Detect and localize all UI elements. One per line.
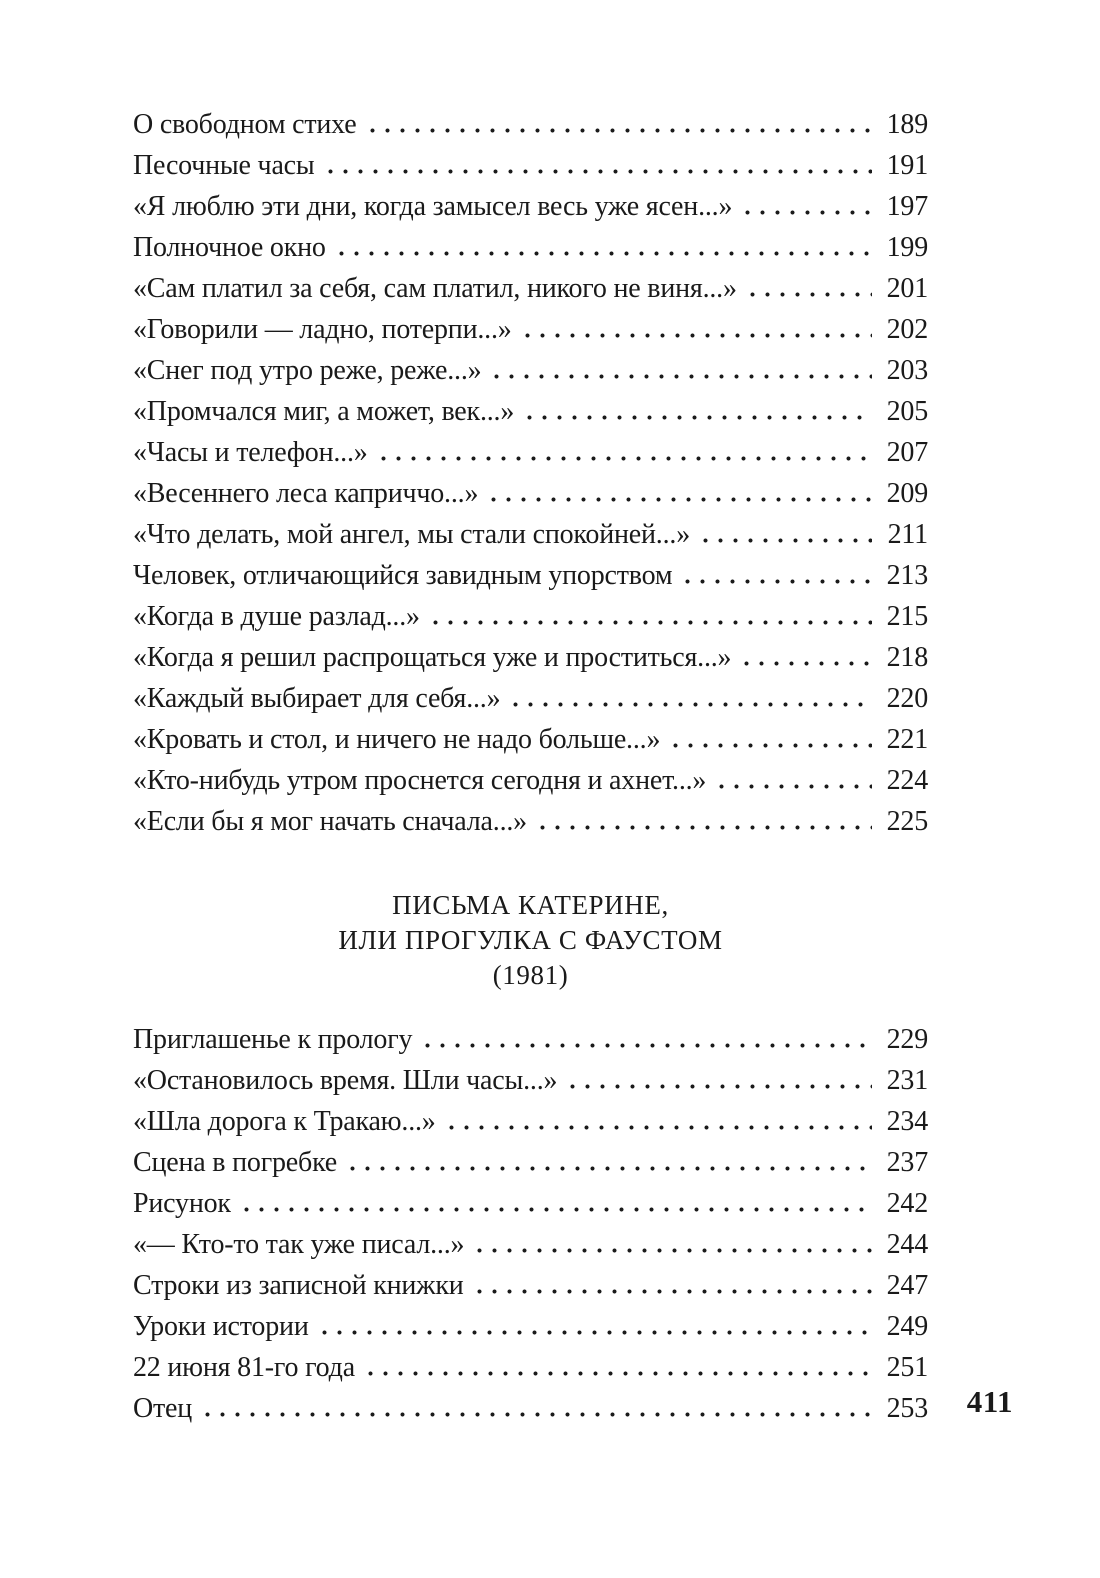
toc-entry-title: «Весеннего леса каприччо...» <box>133 478 479 509</box>
toc-entry-page: 209 <box>886 478 928 509</box>
toc-entry-page: 201 <box>886 273 928 304</box>
toc-entry-page: 249 <box>886 1311 928 1342</box>
dot-leader <box>428 620 872 625</box>
toc-row <box>133 1347 928 1388</box>
toc-row <box>133 596 928 637</box>
toc-row <box>133 145 928 186</box>
toc-row <box>133 1060 928 1101</box>
toc-entry-title: Строки из записной книжки <box>133 1270 464 1301</box>
dot-leader <box>334 251 872 256</box>
toc-entry-page: 220 <box>886 683 928 714</box>
section-heading <box>133 888 928 993</box>
toc-row <box>133 186 928 227</box>
toc-entry-page: 253 <box>886 1393 928 1424</box>
toc-row <box>133 637 928 678</box>
section-heading-line1: ПИСЬМА КАТЕРИНЕ, <box>392 890 669 920</box>
toc-entry-title: Песочные часы <box>133 150 315 181</box>
toc-row <box>133 1142 928 1183</box>
toc-row <box>133 1265 928 1306</box>
toc-entry-title: Отец <box>133 1393 193 1424</box>
toc-row <box>133 514 928 555</box>
toc-entry-title: «Когда я решил распрощаться уже и проститься...» <box>133 642 732 673</box>
toc-entry-title: Полночное окно <box>133 232 326 263</box>
toc-entry-page: 199 <box>886 232 928 263</box>
toc-list-before-heading <box>133 104 928 842</box>
toc-entry-page: 247 <box>886 1270 928 1301</box>
toc-row <box>133 473 928 514</box>
toc-row <box>133 104 928 145</box>
toc-entry-page: 237 <box>886 1147 928 1178</box>
dot-leader <box>489 374 872 379</box>
toc-entry-page: 234 <box>886 1106 928 1137</box>
toc-entry-page: 207 <box>886 437 928 468</box>
dot-leader <box>565 1084 872 1089</box>
dot-leader <box>472 1248 872 1253</box>
toc-row <box>133 1224 928 1265</box>
dot-leader <box>365 128 872 133</box>
toc-entry-title: Приглашенье к прологу <box>133 1024 413 1055</box>
dot-leader <box>323 169 872 174</box>
toc-entry-title: 22 июня 81-го года <box>133 1352 355 1383</box>
toc-entry-title: «Остановилось время. Шли часы...» <box>133 1065 558 1096</box>
toc-row <box>133 350 928 391</box>
toc-row <box>133 432 928 473</box>
toc-entry-page: 221 <box>886 724 928 755</box>
toc-row <box>133 555 928 596</box>
toc-entry-page: 251 <box>886 1352 928 1383</box>
toc-entry-title: «Промчался миг, а может, век...» <box>133 396 515 427</box>
dot-leader <box>698 538 872 543</box>
toc-entry-page: 197 <box>886 191 928 222</box>
dot-leader <box>444 1125 872 1130</box>
toc-row <box>133 227 928 268</box>
toc-row <box>133 309 928 350</box>
dot-leader <box>745 292 872 297</box>
dot-leader <box>345 1166 872 1171</box>
toc-entry-page: 202 <box>886 314 928 345</box>
toc-entry-page: 231 <box>886 1065 928 1096</box>
dot-leader <box>200 1412 872 1417</box>
dot-leader <box>522 415 872 420</box>
toc-entry-page: 244 <box>886 1229 928 1260</box>
dot-leader <box>486 497 872 502</box>
toc-row <box>133 1183 928 1224</box>
dot-leader <box>740 210 872 215</box>
dot-leader <box>680 579 872 584</box>
toc-entry-title: «Каждый выбирает для себя...» <box>133 683 501 714</box>
toc-row <box>133 719 928 760</box>
toc-entry-page: 242 <box>886 1188 928 1219</box>
toc-entry-title: Сцена в погребке <box>133 1147 337 1178</box>
toc-entry-title: «Я люблю эти дни, когда замысел весь уже ясен...» <box>133 191 733 222</box>
toc-entry-title: «Кто-нибудь утром проснется сегодня и ахнет...» <box>133 765 707 796</box>
dot-leader <box>317 1330 872 1335</box>
toc-entry-title: О свободном стихе <box>133 109 357 140</box>
toc-entry-title: «Если бы я мог начать сначала...» <box>133 806 527 837</box>
dot-leader <box>520 333 872 338</box>
dot-leader <box>668 743 872 748</box>
toc-entry-title: «Шла дорога к Тракаю...» <box>133 1106 436 1137</box>
dot-leader <box>739 661 872 666</box>
toc-row <box>133 1019 928 1060</box>
toc-row <box>133 1388 928 1429</box>
toc-entry-page: 229 <box>886 1024 928 1055</box>
toc-row <box>133 268 928 309</box>
toc-entry-page: 191 <box>886 150 928 181</box>
toc-list-after-heading <box>133 1019 928 1429</box>
toc-entry-title: «Кровать и стол, и ничего не надо больше...» <box>133 724 661 755</box>
dot-leader <box>363 1371 872 1376</box>
toc-entry-page: 189 <box>886 109 928 140</box>
toc-entry-title: «Что делать, мой ангел, мы стали спокойней...» <box>133 519 690 550</box>
dot-leader <box>508 702 872 707</box>
toc-row <box>133 678 928 719</box>
toc-entry-title: «Часы и телефон...» <box>133 437 368 468</box>
dot-leader <box>420 1043 872 1048</box>
toc-row <box>133 801 928 842</box>
toc-row <box>133 760 928 801</box>
toc-entry-title: «— Кто-то так уже писал...» <box>133 1229 465 1260</box>
toc-entry-title: «Снег под утро реже, реже...» <box>133 355 482 386</box>
toc-entry-page: 218 <box>886 642 928 673</box>
toc-entry-page: 211 <box>887 519 928 550</box>
toc-entry-page: 224 <box>886 765 928 796</box>
dot-leader <box>376 456 872 461</box>
section-heading-line2: ИЛИ ПРОГУЛКА С ФАУСТОМ <box>338 925 723 955</box>
section-heading-year: (1981) <box>492 960 569 990</box>
toc-entry-title: «Говорили — ладно, потерпи...» <box>133 314 512 345</box>
toc-entry-title: Человек, отличающийся завидным упорством <box>133 560 673 591</box>
toc-entry-title: «Когда в душе разлад...» <box>133 601 420 632</box>
toc-entry-page: 215 <box>886 601 928 632</box>
dot-leader <box>239 1207 872 1212</box>
toc-row <box>133 391 928 432</box>
dot-leader <box>535 825 872 830</box>
dot-leader <box>714 784 872 789</box>
toc-entry-page: 225 <box>886 806 928 837</box>
dot-leader <box>472 1289 872 1294</box>
page-folio-number: 411 <box>966 1384 1013 1419</box>
toc-row <box>133 1306 928 1347</box>
toc-entry-title: Рисунок <box>133 1188 231 1219</box>
toc-entry-title: «Сам платил за себя, сам платил, никого не виня...» <box>133 273 737 304</box>
toc-entry-page: 205 <box>886 396 928 427</box>
toc-entry-page: 213 <box>886 560 928 591</box>
toc-row <box>133 1101 928 1142</box>
toc-entry-title: Уроки истории <box>133 1311 309 1342</box>
toc-entry-page: 203 <box>886 355 928 386</box>
